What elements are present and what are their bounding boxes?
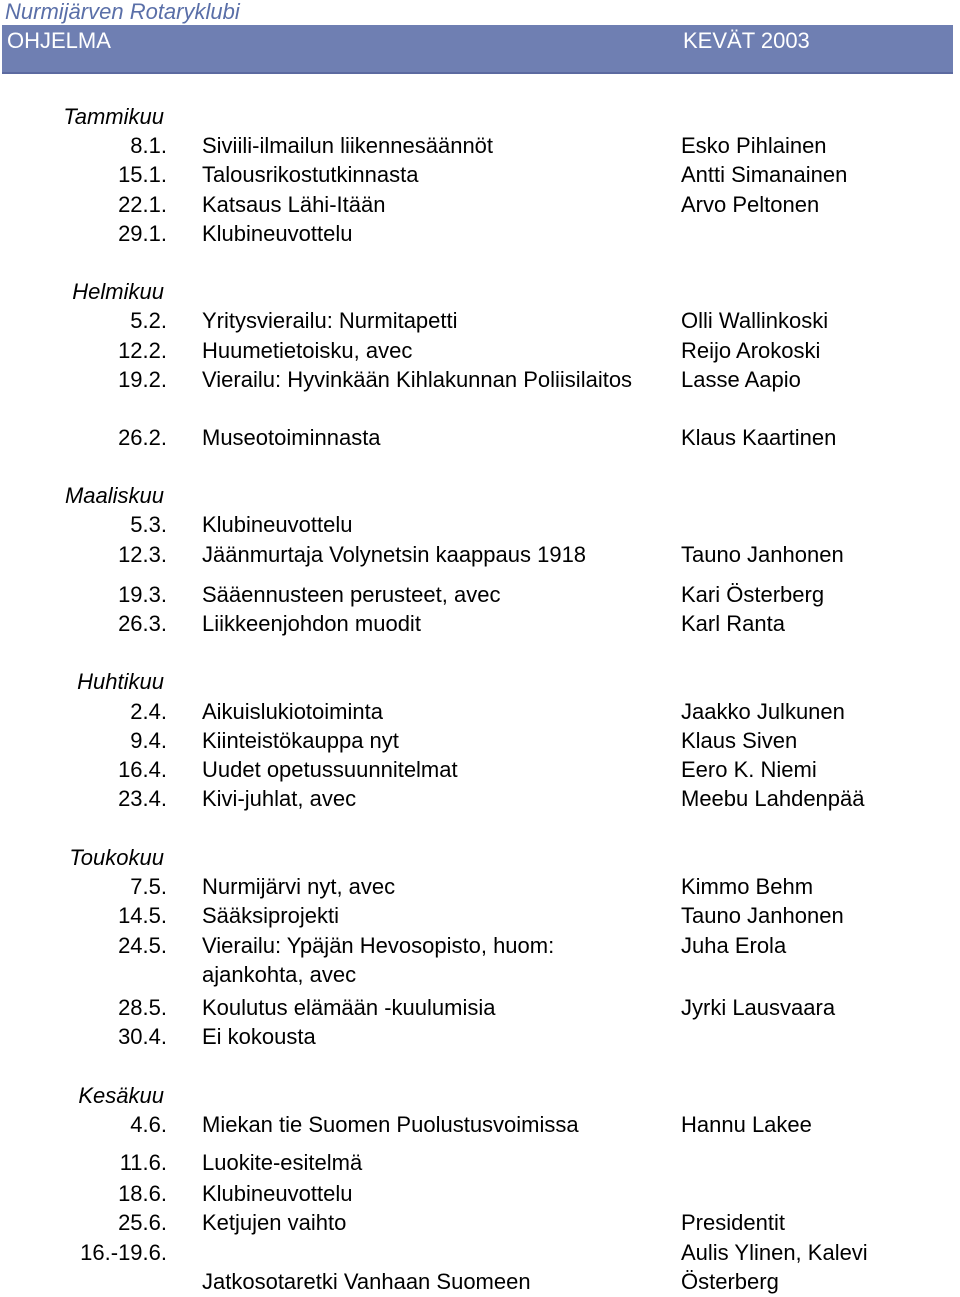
entry-date: 26.2. [118,425,167,450]
entry-topic: Luokite-esitelmä [202,1150,363,1175]
entry-speaker: Meebu Lahdenpää [681,786,865,811]
entry-speaker: Antti Simanainen [681,162,848,187]
season-label: KEVÄT 2003 [683,28,810,53]
entry-speaker: Presidentit [681,1210,785,1235]
entry-topic: Uudet opetussuunnitelmat [202,757,458,782]
entry-speaker: Eero K. Niemi [681,757,817,782]
entry-topic: Sääksiprojekti [202,903,339,928]
entry-speaker: Olli Wallinkoski [681,308,829,333]
entry-topic: Nurmijärvi nyt, avec [202,874,396,899]
entry-date: 22.1. [118,192,167,217]
entry-topic: Sääennusteen perusteet, avec [202,582,501,607]
month-heading: Huhtikuu [77,669,164,694]
entry-speaker: Esko Pihlainen [681,133,827,158]
month-heading: Tammikuu [63,104,164,129]
entry-topic: Talousrikostutkinnasta [202,162,419,187]
entry-date: 24.5. [118,933,167,958]
header-bar [2,25,953,74]
entry-speaker: Lasse Aapio [681,367,801,392]
entry-date: 12.2. [118,338,167,363]
entry-topic: Siviili-ilmailun liikennesäännöt [202,133,494,158]
entry-speaker: Kari Österberg [681,582,825,607]
entry-topic: Yritysvierailu: Nurmitapetti [202,308,458,333]
entry-topic: Klubineuvottelu [202,1181,353,1206]
entry-topic: Kivi-juhlat, avec [202,786,357,811]
club-name: Nurmijärven Rotaryklubi [5,0,240,24]
entry-topic: Vierailu: Ypäjän Hevosopisto, huom: [202,933,555,958]
entry-speaker: Klaus Kaartinen [681,425,837,450]
entry-date: 25.6. [118,1210,167,1235]
entry-topic: Huumetietoisku, avec [202,338,413,363]
entry-date: 19.2. [118,367,167,392]
entry-date: 9.4. [130,728,167,753]
entry-topic: Jatkosotaretki Vanhaan Suomeen [202,1269,531,1294]
entry-date: 5.3. [130,512,167,537]
entry-date: 28.5. [118,995,167,1020]
entry-date: 23.4. [118,786,167,811]
entry-speaker: Jaakko Julkunen [681,699,845,724]
program-title: OHJELMA [7,28,111,53]
entry-speaker: Arvo Peltonen [681,192,820,217]
entry-speaker: Karl Ranta [681,611,785,636]
entry-speaker: Hannu Lakee [681,1112,812,1137]
entry-speaker: Österberg [681,1269,779,1294]
entry-topic: Vierailu: Hyvinkään Kihlakunnan Poliisilaitos [202,367,633,392]
entry-topic: Miekan tie Suomen Puolustusvoimissa [202,1112,579,1137]
entry-date: 16.-19.6. [80,1240,167,1265]
entry-topic: Ei kokousta [202,1024,316,1049]
entry-speaker: Reijo Arokoski [681,338,821,363]
entry-date: 8.1. [130,133,167,158]
entry-speaker: Kimmo Behm [681,874,814,899]
entry-date: 14.5. [118,903,167,928]
entry-date: 16.4. [118,757,167,782]
entry-speaker: Tauno Janhonen [681,903,844,928]
entry-speaker: Juha Erola [681,933,787,958]
entry-date: 19.3. [118,582,167,607]
month-heading: Maaliskuu [64,483,164,508]
entry-topic: Museotoiminnasta [202,425,381,450]
entry-topic: Aikuislukiotoiminta [202,699,383,724]
month-heading: Toukokuu [69,845,164,870]
entry-date: 12.3. [118,542,167,567]
month-heading: Kesäkuu [78,1083,164,1108]
entry-speaker: Tauno Janhonen [681,542,844,567]
entry-topic: Kiinteistökauppa nyt [202,728,399,753]
entry-date: 7.5. [130,874,167,899]
entry-topic: Klubineuvottelu [202,512,353,537]
entry-topic-continued: ajankohta, avec [202,962,357,987]
entry-speaker: Aulis Ylinen, Kalevi [681,1240,868,1265]
entry-topic: Jäänmurtaja Volynetsin kaappaus 1918 [202,542,587,567]
entry-topic: Koulutus elämään -kuulumisia [202,995,496,1020]
entry-date: 4.6. [130,1112,167,1137]
month-heading: Helmikuu [72,279,164,304]
entry-date: 26.3. [118,611,167,636]
entry-date: 29.1. [118,221,167,246]
entry-date: 15.1. [118,162,167,187]
entry-date: 5.2. [130,308,167,333]
entry-topic: Liikkeenjohdon muodit [202,611,421,636]
entry-date: 30.4. [118,1024,167,1049]
entry-speaker: Jyrki Lausvaara [681,995,836,1020]
entry-date: 18.6. [118,1181,167,1206]
entry-topic: Katsaus Lähi-Itään [202,192,386,217]
entry-speaker: Klaus Siven [681,728,798,753]
entry-topic: Klubineuvottelu [202,221,353,246]
entry-date: 2.4. [130,699,167,724]
entry-date: 11.6. [119,1150,167,1175]
entry-topic: Ketjujen vaihto [202,1210,347,1235]
